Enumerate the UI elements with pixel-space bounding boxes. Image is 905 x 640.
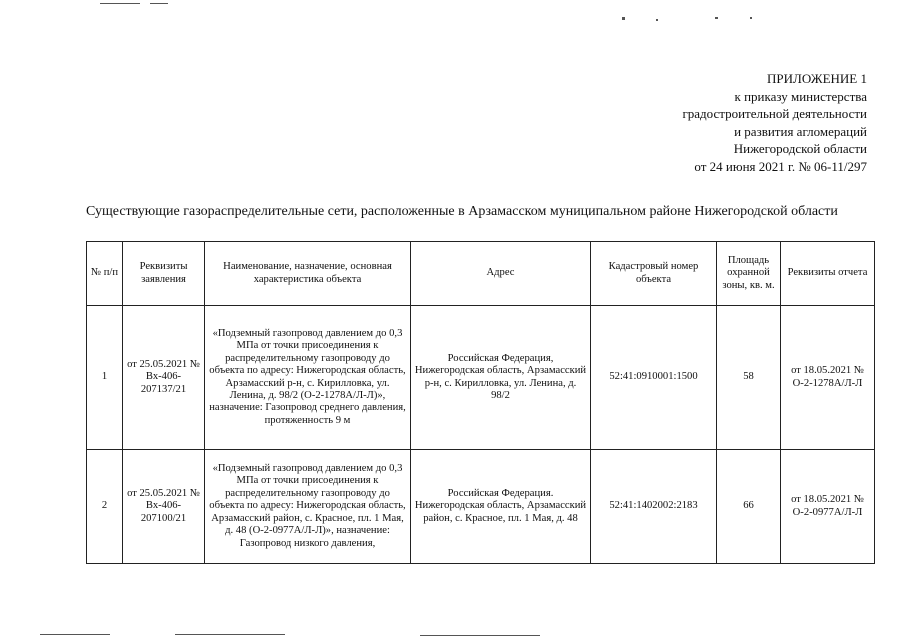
appendix-line: ПРИЛОЖЕНИЕ 1 [767, 71, 867, 86]
cell-object-text: «Подземный газопровод давлением до 0,3 МПа от точки присоединения к распределительному газопроводу до объекта по адресу: Нижегородская область, Арзамасский район, с. Красное, пл. 1 Мая, д. 48 (О-2-0977А/Л-Л)», назначение: Газопровод низкого давления, [209, 463, 406, 549]
header-cell-application: Реквизиты заявления [123, 242, 205, 306]
cell-area: 58 [717, 306, 781, 450]
scan-artifact [622, 17, 625, 20]
scan-artifact [175, 634, 285, 635]
header-cell-area: Площадь охранной зоны, кв. м. [717, 242, 781, 306]
header-cell-object: Наименование, назначение, основная характеристика объекта [205, 242, 411, 306]
header-cell-report: Реквизиты отчета [781, 242, 875, 306]
cell-cadastral: 52:41:0910001:1500 [591, 306, 717, 450]
cell-area: 66 [717, 450, 781, 564]
cell-address: Российская Федерация, Нижегородская область, Арзамасский р-н, с. Кирилловка, ул. Ленина, д. 98/2 [411, 306, 591, 450]
cell-object [205, 450, 411, 564]
appendix-line: к приказу министерства [734, 88, 867, 104]
scan-artifact [656, 19, 658, 21]
gas-network-table [86, 241, 875, 564]
cell-report: от 18.05.2021 № О-2-1278А/Л-Л [781, 306, 875, 450]
cell-number: 2 [87, 450, 123, 564]
scan-artifact [40, 634, 110, 635]
cell-address: Российская Федерация. Нижегородская область, Арзамасский район, с. Красное, пл. 1 Мая, д. 48 [411, 450, 591, 564]
scan-artifact [150, 3, 168, 4]
appendix-block [567, 70, 867, 175]
cell-application: от 25.05.2021 № Вх-406-207137/21 [123, 306, 205, 450]
table-header-row [87, 242, 875, 306]
document-title: Существующие газораспределительные сети, расположенные в Арзамасском муниципальном районе Нижегородской области [86, 204, 838, 219]
scan-artifact [100, 3, 140, 4]
appendix-line: и развития агломераций [734, 123, 867, 139]
scan-artifact [420, 635, 540, 636]
header-cell-cadastral: Кадастровый номер объекта [591, 242, 717, 306]
scan-artifact [750, 17, 752, 19]
appendix-line: от 24 июня 2021 г. № 06-11/297 [694, 158, 867, 174]
cell-object: «Подземный газопровод давлением до 0,3 МПа от точки присоединения к распределительному газопроводу до объекта по адресу: Нижегородская область, Арзамасский р-н, с. Кирилловка, ул. Ленина, д. 98/2 (О-2-1278А/Л-Л)», назначение: Газопровод среднего давления, протяженность 9 м [205, 306, 411, 450]
cell-cadastral: 52:41:1402002:2183 [591, 450, 717, 564]
cell-report: от 18.05.2021 № О-2-0977А/Л-Л [781, 450, 875, 564]
table-row [87, 450, 875, 564]
header-cell-number: № п/п [87, 242, 123, 306]
appendix-line: Нижегородской области [733, 141, 867, 156]
table-row [87, 306, 875, 450]
cell-application: от 25.05.2021 № Вх-406-207100/21 [123, 450, 205, 564]
header-cell-address: Адрес [411, 242, 591, 306]
appendix-line: градостроительной деятельности [682, 106, 867, 121]
scan-artifact [715, 17, 718, 19]
cell-number: 1 [87, 306, 123, 450]
